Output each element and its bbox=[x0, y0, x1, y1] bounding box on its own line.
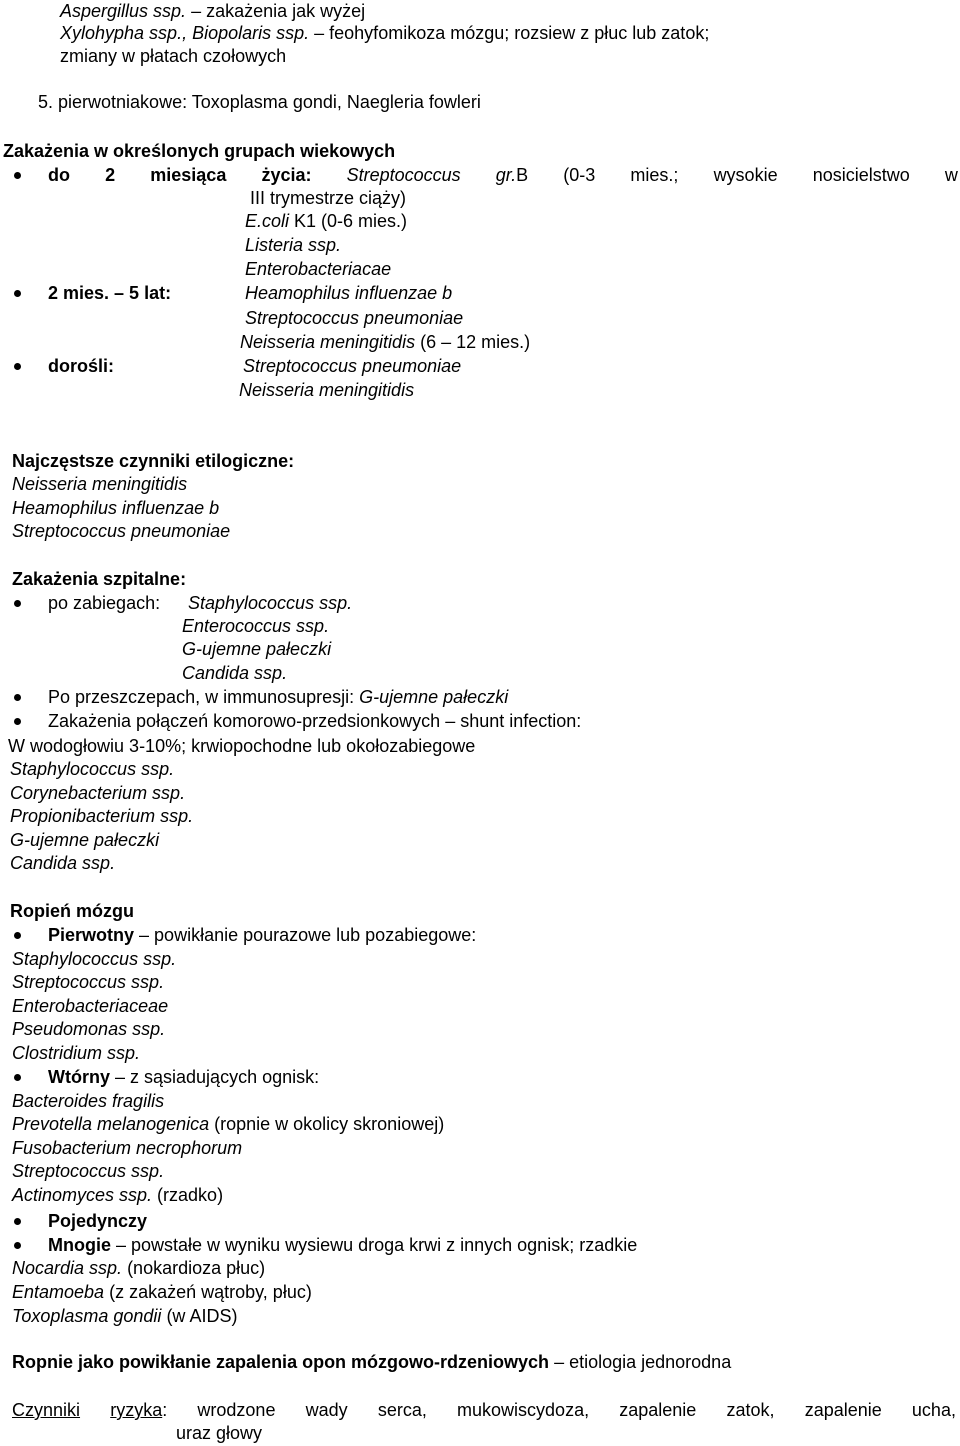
xylohypha-line bbox=[60, 22, 709, 44]
hospital-heading: Zakażenia szpitalne: bbox=[12, 569, 187, 589]
organism: Toxoplasma gondii bbox=[12, 1306, 162, 1326]
organism: Neisseria meningitidis bbox=[240, 332, 416, 352]
secondary-item-1: Bacteroides fragilis bbox=[12, 1091, 165, 1111]
organism: Actinomyces ssp. bbox=[12, 1185, 153, 1205]
word: mies.; bbox=[630, 165, 679, 185]
organism: Nocardia ssp. bbox=[12, 1258, 123, 1278]
aspergillus-line bbox=[60, 0, 365, 22]
line-text: Po przeszczepach, w immunosupresji: bbox=[48, 687, 360, 707]
common-item-2: Heamophilus influenzae b bbox=[12, 498, 220, 518]
line-text: (w AIDS) bbox=[161, 1306, 238, 1326]
line-text: – powikłanie pourazowe lub pozabiegowe: bbox=[134, 925, 477, 945]
multiple-line bbox=[48, 1234, 637, 1256]
word bbox=[496, 164, 528, 186]
risk-word: zatok, bbox=[726, 1400, 775, 1420]
word: (0-3 bbox=[563, 165, 596, 185]
primary-line bbox=[48, 924, 476, 946]
line-text: 5. pierwotniakowe: bbox=[38, 92, 192, 112]
risk-label-2-wrap bbox=[110, 1399, 167, 1421]
children-item-3 bbox=[240, 331, 530, 353]
bullet-icon bbox=[14, 1074, 21, 1081]
primary-item-1: Staphylococcus ssp. bbox=[12, 949, 177, 969]
risk-line bbox=[12, 1399, 956, 1421]
word: życia: bbox=[261, 165, 312, 185]
secondary-item-3: Fusobacterium necrophorum bbox=[12, 1138, 243, 1158]
infants-cont: III trymestrze ciąży) bbox=[250, 188, 407, 208]
procedures-label: po zabiegach: bbox=[48, 593, 161, 613]
line-text: – feohyfomikoza mózgu; rozsiew z płuc lub zatok; bbox=[309, 23, 710, 43]
risk-cont: uraz głowy bbox=[176, 1423, 263, 1443]
procedures-item-4: Candida ssp. bbox=[182, 663, 288, 683]
line-text: (nokardioza płuc) bbox=[122, 1258, 266, 1278]
bullet-icon bbox=[14, 363, 21, 370]
procedures-item-2: Enterococcus ssp. bbox=[182, 616, 330, 636]
adults-item-1: Streptococcus pneumoniae bbox=[243, 356, 462, 376]
adults-item-2: Neisseria meningitidis bbox=[239, 380, 415, 400]
common-item-1: Neisseria meningitidis bbox=[12, 474, 188, 494]
primary-item-2: Streptococcus ssp. bbox=[12, 972, 165, 992]
organism: G-ujemne pałeczki bbox=[359, 687, 509, 707]
shunt-cont: W wodogłowiu 3-10%; krwiopochodne lub okołozabiegowe bbox=[8, 736, 476, 756]
organism: E.coli bbox=[245, 211, 290, 231]
abscess-heading: Ropień mózgu bbox=[10, 901, 134, 921]
primary-label: Pierwotny bbox=[48, 925, 135, 945]
primary-item-4: Pseudomonas ssp. bbox=[12, 1019, 166, 1039]
word: miesiąca bbox=[150, 165, 227, 185]
line-text: (rzadko) bbox=[152, 1185, 224, 1205]
word: 2 bbox=[105, 165, 116, 185]
risk-colon: : bbox=[162, 1400, 168, 1420]
multiple-item-1 bbox=[12, 1257, 265, 1279]
age-group-adults-label: dorośli: bbox=[48, 356, 114, 376]
word: do bbox=[48, 165, 70, 185]
shunt-item-2: Corynebacterium ssp. bbox=[10, 783, 186, 803]
risk-word: wrodzone bbox=[197, 1400, 276, 1420]
bullet-icon bbox=[14, 694, 21, 701]
age-group-infants bbox=[48, 164, 958, 186]
risk-word: ucha, bbox=[911, 1400, 956, 1420]
risk-label-2: ryzyka bbox=[110, 1400, 163, 1420]
organism: Aspergillus ssp. bbox=[60, 1, 187, 21]
age-group-children-label: 2 mies. – 5 lat: bbox=[48, 283, 172, 303]
line-text: (z zakażeń wątroby, płuc) bbox=[104, 1282, 312, 1302]
shunt-item-5: Candida ssp. bbox=[10, 853, 116, 873]
multiple-item-2 bbox=[12, 1281, 312, 1303]
secondary-item-2 bbox=[12, 1113, 444, 1135]
complication-line bbox=[12, 1351, 731, 1373]
organism: Xylohypha ssp., Biopolaris ssp. bbox=[60, 23, 310, 43]
line-text: – powstałe w wyniku wysiewu droga krwi z innych ognisk; rzadkie bbox=[111, 1235, 638, 1255]
bullet-icon bbox=[14, 1242, 21, 1249]
line-text: (6 – 12 mies.) bbox=[415, 332, 531, 352]
word: wysokie bbox=[713, 165, 778, 185]
line-text: – zakażenia jak wyżej bbox=[186, 1, 366, 21]
bullet-icon bbox=[14, 718, 21, 725]
risk-word: zapalenie bbox=[619, 1400, 697, 1420]
word-part: gr. bbox=[495, 165, 517, 185]
complication-bold: Ropnie jako powikłanie zapalenia opon mózgowo-rdzeniowych bbox=[12, 1352, 550, 1372]
risk-label-1: Czynniki bbox=[12, 1400, 81, 1420]
common-heading: Najczęstsze czynniki etilogiczne: bbox=[12, 451, 295, 471]
bullet-icon bbox=[14, 290, 21, 297]
multiple-item-3 bbox=[12, 1305, 237, 1327]
bullet-icon bbox=[14, 600, 21, 607]
listeria-line: Listeria ssp. bbox=[245, 235, 342, 255]
age-groups-heading: Zakażenia w określonych grupach wiekowych bbox=[3, 141, 396, 161]
organism: Toxoplasma gondi, Naegleria fowleri bbox=[191, 92, 481, 112]
xylohypha-cont: zmiany w płatach czołowych bbox=[60, 46, 287, 66]
bullet-icon bbox=[14, 1218, 21, 1225]
common-item-3: Streptococcus pneumoniae bbox=[12, 521, 231, 541]
risk-word: serca, bbox=[377, 1400, 427, 1420]
shunt-item-4: G-ujemne pałeczki bbox=[10, 830, 160, 850]
line-text: (ropnie w okolicy skroniowej) bbox=[209, 1114, 445, 1134]
bullet-icon bbox=[14, 172, 21, 179]
secondary-item-4: Streptococcus ssp. bbox=[12, 1161, 165, 1181]
secondary-line bbox=[48, 1066, 319, 1088]
multiple-label: Mnogie bbox=[48, 1235, 111, 1255]
secondary-label: Wtórny bbox=[48, 1067, 110, 1087]
procedures-item-3: G-ujemne pałeczki bbox=[182, 639, 332, 659]
risk-word: mukowiscydoza, bbox=[457, 1400, 590, 1420]
line-text: K1 (0-6 mies.) bbox=[289, 211, 408, 231]
primary-item-3: Enterobacteriaceae bbox=[12, 996, 169, 1016]
line-text: – z sąsiadujących ognisk: bbox=[110, 1067, 320, 1087]
risk-word: zapalenie bbox=[804, 1400, 882, 1420]
shunt-line: Zakażenia połączeń komorowo-przedsionkowych – shunt infection: bbox=[48, 711, 582, 731]
single-label: Pojedynczy bbox=[48, 1211, 148, 1231]
children-item-2: Streptococcus pneumoniae bbox=[245, 308, 464, 328]
bullet-icon bbox=[14, 932, 21, 939]
primary-item-5: Clostridium ssp. bbox=[12, 1043, 141, 1063]
entero-line: Enterobacteriacae bbox=[245, 259, 392, 279]
ecoli-line bbox=[245, 210, 407, 232]
word: Streptococcus bbox=[346, 165, 461, 185]
children-item-1: Heamophilus influenzae b bbox=[245, 283, 453, 303]
word: nosicielstwo bbox=[812, 165, 910, 185]
line-text: – etiologia jednorodna bbox=[549, 1352, 732, 1372]
procedures-item-1: Staphylococcus ssp. bbox=[188, 593, 353, 613]
risk-word: wady bbox=[305, 1400, 348, 1420]
transplant-line bbox=[48, 686, 508, 708]
protozoa-line bbox=[38, 91, 481, 113]
secondary-item-5 bbox=[12, 1184, 223, 1206]
organism: Prevotella melanogenica bbox=[12, 1114, 210, 1134]
shunt-item-3: Propionibacterium ssp. bbox=[10, 806, 194, 826]
word: w bbox=[944, 165, 958, 185]
word-part: B bbox=[516, 165, 529, 185]
shunt-item-1: Staphylococcus ssp. bbox=[10, 759, 175, 779]
organism: Entamoeba bbox=[12, 1282, 105, 1302]
